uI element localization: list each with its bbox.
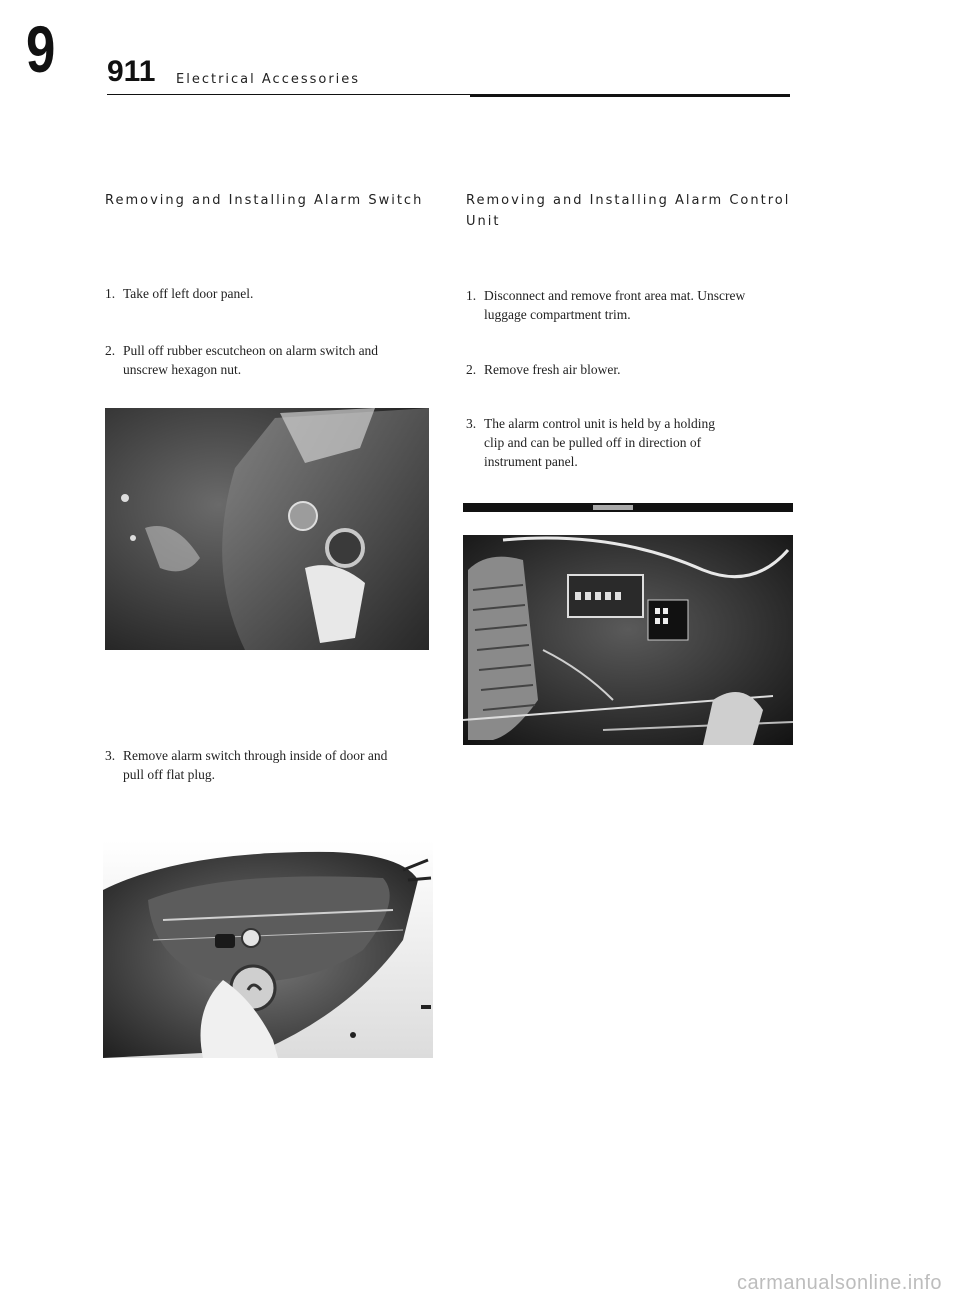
left-heading: Removing and Installing Alarm Switch xyxy=(105,193,424,208)
left-step-3 xyxy=(105,746,387,784)
step-text: The alarm control unit is held by a holding xyxy=(484,416,715,431)
photo-alarm-switch-door xyxy=(105,408,429,650)
step-number: 2. xyxy=(105,343,116,358)
model-label: 911 xyxy=(107,55,156,88)
header-rule-thick xyxy=(470,94,790,97)
right-step-1 xyxy=(466,286,745,324)
step-number: 1. xyxy=(105,286,116,301)
step-number: 2. xyxy=(466,362,477,377)
chapter-number: 9 xyxy=(26,12,56,86)
step-text: Disconnect and remove front area mat. Unscrew xyxy=(484,288,746,303)
left-step-2 xyxy=(105,341,378,379)
step-text: Remove fresh air blower. xyxy=(484,362,621,377)
step-text: pull off flat plug. xyxy=(123,767,215,782)
step-text: clip and can be pulled off in direction of xyxy=(484,435,702,450)
step-text: luggage compartment trim. xyxy=(484,307,631,322)
step-number: 3. xyxy=(466,416,477,431)
photo-alarm-switch-plug xyxy=(103,840,433,1058)
step-text: instrument panel. xyxy=(484,454,578,469)
right-heading-line: Removing and Installing Alarm Control xyxy=(466,193,791,208)
photo-alarm-control-unit xyxy=(463,500,796,745)
right-step-3 xyxy=(466,414,715,471)
step-text: Take off left door panel. xyxy=(123,286,254,301)
right-heading xyxy=(466,190,790,232)
right-heading-line: Unit xyxy=(466,214,501,229)
step-text: Pull off rubber escutcheon on alarm switch and xyxy=(123,343,379,358)
right-step-2 xyxy=(466,360,620,379)
step-text: unscrew hexagon nut. xyxy=(123,362,242,377)
step-number: 3. xyxy=(105,748,116,763)
left-step-1 xyxy=(105,284,253,303)
step-text: Remove alarm switch through inside of door and xyxy=(123,748,388,763)
watermark: carmanualsonline.info xyxy=(736,1272,942,1294)
step-number: 1. xyxy=(466,288,477,303)
section-title: Electrical Accessories xyxy=(176,72,361,87)
